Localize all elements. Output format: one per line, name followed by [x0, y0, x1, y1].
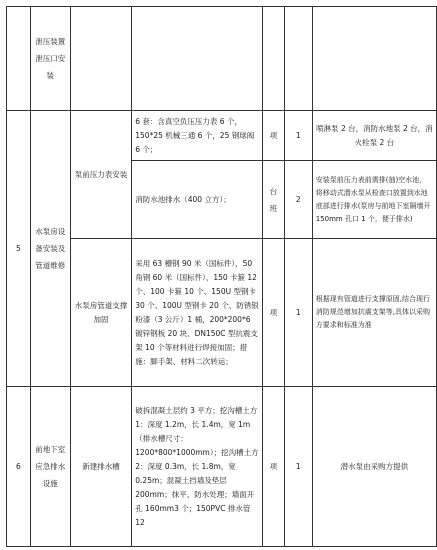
project-name: 前地下室应急排水设施 — [30, 387, 70, 547]
quantity: 2 — [284, 161, 312, 239]
unit: 项 — [262, 111, 284, 161]
row-number: 5 — [7, 111, 31, 387]
detail-text: 6 套：含真空负压压力表 6 个，150*25 机械三通 6 个，25 钢球阀 6 个； — [132, 111, 263, 161]
table-row — [7, 387, 437, 547]
unit: 项 — [262, 387, 284, 547]
sub-item-name: 水泵房管道支撑加固 — [70, 239, 132, 387]
remark-text: 潜水泵由采购方提供 — [312, 387, 436, 547]
unit: 项 — [262, 239, 284, 387]
remark-text: 喷淋泵 2 台，消防水地泵 2 台，消火栓泵 2 台 — [312, 111, 436, 161]
quantity: 1 — [284, 239, 312, 387]
sub-item-name: 泵前压力表安装 — [70, 111, 132, 239]
cell-no — [7, 7, 31, 111]
table-row — [7, 239, 437, 387]
remark-text: 根据现有管道进行支撑原固,结合现行消防规范增加抗震支架等,具体以采购方要求和标准为准 — [312, 239, 436, 387]
unit: 台班 — [262, 161, 284, 239]
table-row — [7, 7, 437, 111]
unit-cell — [262, 7, 284, 111]
sub-item-name: 新建排水槽 — [70, 387, 132, 547]
remark-text: 安装泵前压力表前需排(抽)空水池，将移动式潜水泵从检查口放置到水池底部进行排水(泵房与前地下室隔墙开 150mm 孔口 1 个，便于排水) — [312, 161, 436, 239]
detail-cell — [132, 7, 263, 111]
detail-text: 采用 63 槽钢 90 米（国标件），50 角钢 60 米（国标件）、150 卡箍 12 个、100 卡箍 10 个、150U 型钢卡 30 个、100U 型钢卡 20 个、防锈银粉漆（3 公斤）1 桶，200*200*6 镀锌钢板 20 块、DN150C 型抗震支架 10 个等材料进行焊接加固；措施：脚手架、材料二次转运； — [132, 239, 263, 387]
remark-cell — [312, 7, 436, 111]
project-name: 水泵房设备安装及管道维修 — [30, 111, 70, 387]
item-name-cell: 泄压装置泄压口安装 — [30, 7, 70, 111]
table-row — [7, 111, 437, 161]
quantity: 1 — [284, 111, 312, 161]
quantity: 1 — [284, 387, 312, 547]
row-number: 6 — [7, 387, 31, 547]
sub-item-cell — [70, 7, 132, 111]
detail-text: 破拆混凝土层约 3 平方；挖沟槽土方 1：深度 1.2m，长 1.4m，宽 1m（排水槽尺寸：1200*800*1000mm）；挖沟槽土方 2：深度 0.3m，长 1.8m，宽 0.25m；混凝土挡墙及垫层 200mm；抹平、防水处理；墙面开孔 160mm3 个；150PVC 排水管 12 — [132, 387, 263, 547]
qty-cell — [284, 7, 312, 111]
detail-text: 消防水池排水（400 立方）； — [132, 161, 263, 239]
quotation-table — [6, 6, 437, 547]
